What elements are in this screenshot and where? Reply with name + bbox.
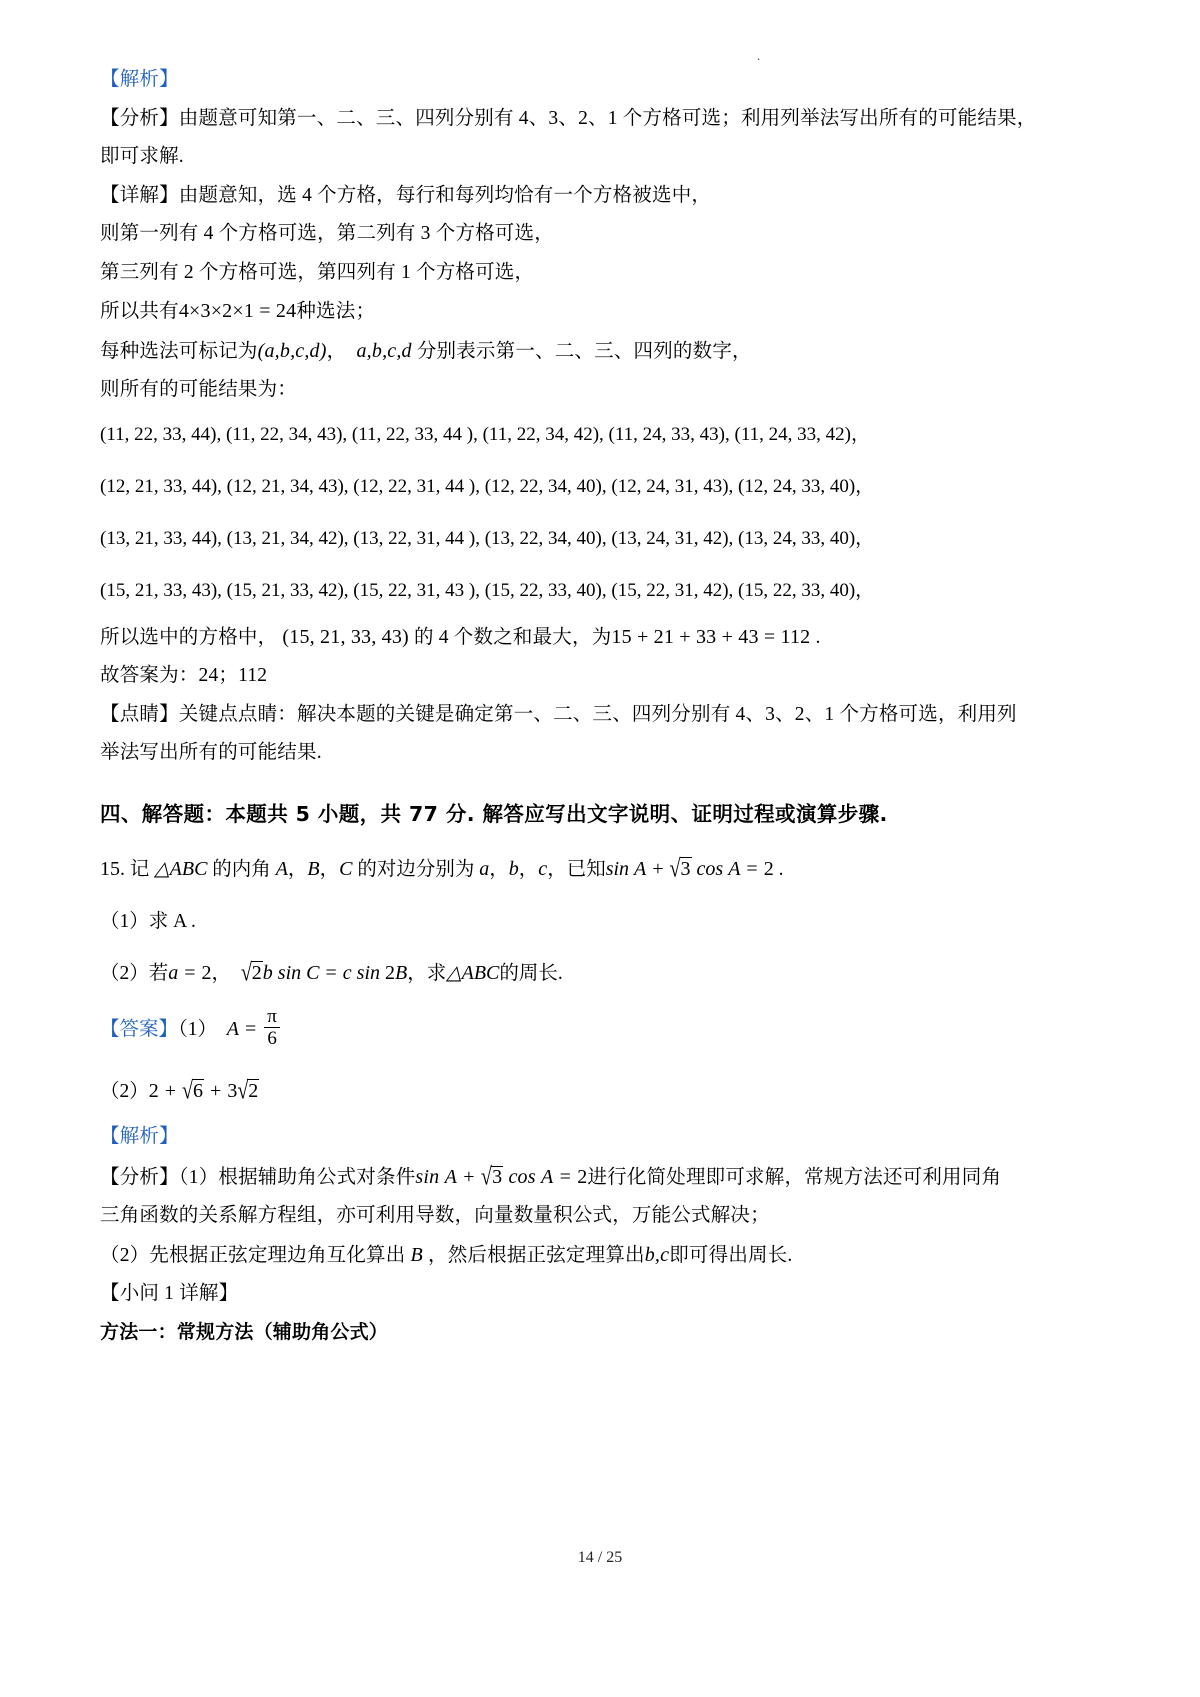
solution-fenxi3-mid: ，然后根据正弦定理算出 (428, 1244, 645, 1266)
label-line-mid: ， (326, 340, 347, 362)
label-line-vars: a,b,c,d (356, 339, 412, 362)
stem-angle-c: C (339, 857, 353, 880)
sub2-comma: ， (211, 962, 232, 984)
question-15-stem: 15. 记 △ABC 的内角 A，B，C 的对边分别为 a，b，c，已知sin A + √3 cos A = 2 . (100, 854, 784, 883)
stem-part-4: ，已知 (547, 858, 606, 880)
solution-fenxi3-prefix: （2）先根据正弦定理边角互化算出 (100, 1244, 406, 1266)
solution-fenxi-line-3 (100, 1245, 1100, 1266)
section-heading: 四、解答题：本题共 5 小题，共 77 分. 解答应写出文字说明、证明过程或演算步骤. (100, 801, 888, 826)
fenxi-line-2: 即可求解. (100, 146, 184, 167)
conclusion-mid: 的 4 个数之和最大，为 (414, 626, 612, 648)
conclusion-math: 15 + 21 + 33 + 43 = 112 (611, 625, 811, 648)
frac-numerator: π (267, 1005, 277, 1027)
sub2-mid: ，求 (407, 962, 447, 984)
question-number: 15. (100, 857, 125, 880)
stem-comma-1: ， (287, 858, 308, 880)
solution-fenxi-prefix: 【分析】（1）根据辅助角公式对条件 (100, 1166, 416, 1188)
method-label: 方法一：常规方法（辅助角公式） (100, 1320, 389, 1343)
stem-part-2: 的内角 (212, 858, 271, 880)
stem-comma-2: ， (319, 858, 340, 880)
answer-line-2 (100, 1075, 1100, 1103)
solution-fenxi-suffix: 进行化简处理即可求解，常规方法还可利用同角 (587, 1166, 1002, 1188)
solution-fenxi-line-1 (100, 1163, 1100, 1191)
solution-fenxi3-var: B (410, 1243, 423, 1266)
label-line (100, 341, 1100, 362)
label-line-suffix: 分别表示第一、二、三、四列的数字， (416, 340, 752, 362)
conclusion-tuple: (15, 21, 33, 43) (282, 625, 409, 648)
sub2-triangle: △ABC (446, 961, 500, 984)
answer-part-2-equation: 2 + √6 + 3√2 (148, 1077, 259, 1105)
solution-fenxi3-suffix: 即可得出周长. (669, 1244, 793, 1266)
jiexi-label: 【解析】 (100, 69, 179, 90)
xiangjie-line-4-suffix: 种选法； (296, 301, 376, 322)
stem-side-c: c (538, 857, 548, 880)
xiangjie-line-4-prefix: 所以共有 (100, 301, 179, 322)
fenxi-line-1: 【分析】由题意可知第一、二、三、四列分别有 4、3、2、1 个方格可选；利用列举法写出所有的可能结果， (100, 107, 1037, 129)
stem-side-a: a (479, 857, 490, 880)
stem-triangle: △ABC (154, 857, 208, 880)
answer-part-1-prefix: （1） (178, 1018, 218, 1040)
dianjing-line-1: 【点睛】关键点点睛：解决本题的关键是确定第一、二、三、四列分别有 4、3、2、1 个方格可选，利用列 (100, 703, 1017, 725)
dianjing-line-2: 举法写出所有的可能结果. (100, 742, 322, 763)
xiaowen-label: 【小问 1 详解】 (100, 1283, 239, 1305)
answer-part-1-equation: A = $\frac{\pi}{6}$ (227, 1018, 282, 1040)
results-intro: 则所有的可能结果为： (100, 379, 298, 400)
page-footer: 14 / 25 (577, 1549, 623, 1566)
stem-angle-b: B (307, 857, 320, 880)
question-15-sub-1: （1）求 A . (100, 910, 196, 932)
label-line-prefix: 每种选法可标记为 (100, 340, 258, 362)
result-row: (13, 21, 33, 44), (13, 21, 34, 42), (13, 22, 31, 44 ), (13, 22, 34, 40), (13, 24, 31, 42), (13, 24, 33, 40)， (100, 527, 875, 549)
stem-side-b: b (508, 857, 519, 880)
label-line-tuple: (a,b,c,d) (257, 339, 327, 362)
sub2-suffix: 的周长. (499, 962, 563, 984)
stem-end: . (778, 858, 784, 880)
conclusion-suffix: . (815, 626, 821, 648)
stem-angle-a: A (275, 857, 288, 880)
xiangjie-line-2: 则第一列有 4 个方格可选，第二列有 3 个方格可选， (100, 223, 554, 244)
answer-label: 【答案】 (100, 1018, 179, 1040)
xiangjie-line-4-math: 4×3×2×1 = 24 (178, 300, 297, 322)
page-corner-mark: . (757, 48, 761, 63)
sub2-prefix: （2）若 (100, 962, 169, 984)
result-row: (12, 21, 33, 44), (12, 21, 34, 43), (12, 22, 31, 44 ), (12, 22, 34, 40), (12, 24, 31, 43), (12, 24, 33, 40)， (100, 475, 875, 497)
xiangjie-line-1: 【详解】由题意知，选 4 个方格，每行和每列均恰有一个方格被选中， (100, 184, 712, 206)
result-row: (11, 22, 33, 44), (11, 22, 34, 43), (11, 22, 33, 44 ), (11, 22, 34, 42), (11, 24, 33, 43), (11, 24, 33, 42)， (100, 423, 870, 445)
answer-line-1 (100, 1005, 1100, 1052)
result-row: (15, 21, 33, 43), (15, 21, 33, 42), (15, 22, 31, 43 ), (15, 22, 33, 40), (15, 22, 31, 42), (15, 22, 33, 40)， (100, 579, 875, 601)
xiangjie-line-4 (100, 301, 1100, 322)
sub2-equation: √2b sin C = c sin 2B (240, 958, 408, 987)
solution-fenxi-equation: sin A + √3 cos A = 2 (415, 1163, 588, 1191)
conclusion-prefix: 所以选中的方格中， (100, 626, 278, 648)
stem-part-3: 的对边分别为 (357, 858, 475, 880)
solution-fenxi3-vars: b,c (644, 1243, 670, 1266)
frac-denominator: 6 (264, 1027, 280, 1049)
solution-jiexi-label: 【解析】 (100, 1126, 179, 1148)
xiangjie-line-3: 第三列有 2 个方格可选，第四列有 1 个方格可选， (100, 261, 535, 283)
final-answer-line: 故答案为：24；112 (100, 665, 268, 686)
answer-part-2-prefix: （2） (100, 1081, 149, 1103)
solution-fenxi-line-2: 三角函数的关系解方程组，亦可利用导数，向量数量积公式，万能公式解决； (100, 1205, 770, 1227)
stem-equation: sin A + √3 cos A = 2 (605, 854, 774, 883)
conclusion-line (100, 627, 1100, 648)
question-15-sub-2: （2）若a = 2， √2b sin C = c sin 2B，求△ABC的周长. (100, 958, 563, 987)
stem-part-1: 记 (129, 858, 150, 880)
